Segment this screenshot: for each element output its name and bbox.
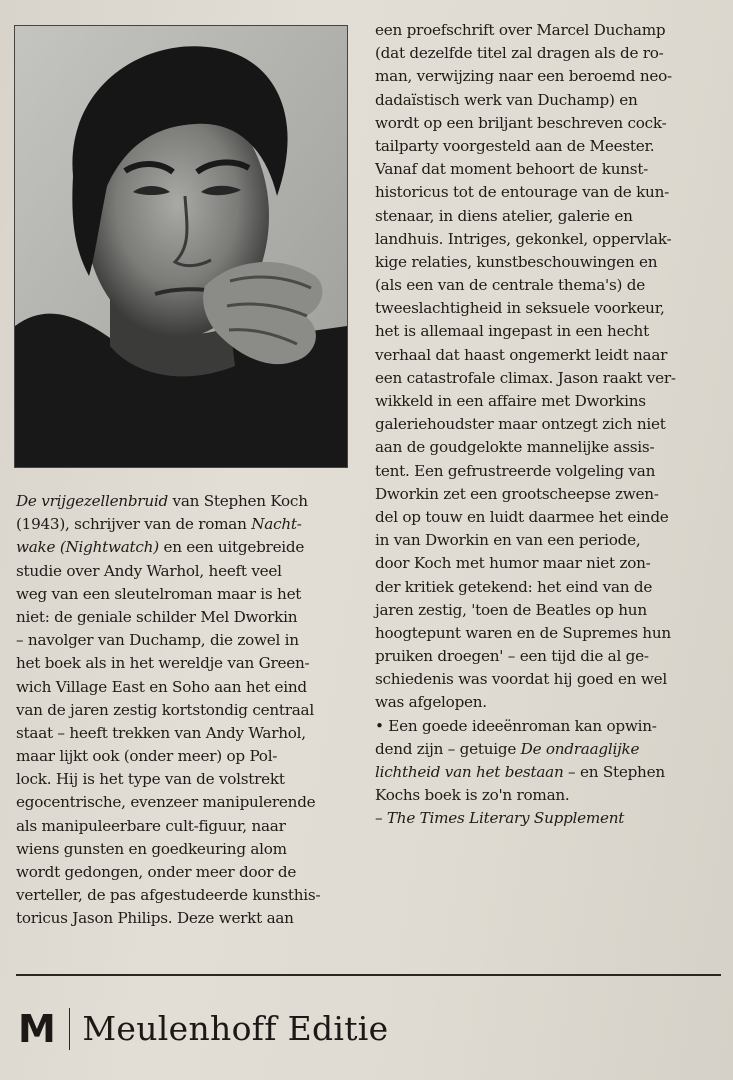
text-line: verhaal dat haast ongemerkt leidt naar	[375, 345, 668, 364]
text-line: maar lijkt ook (onder meer) op Pol-	[16, 747, 278, 766]
logo-separator	[69, 1008, 71, 1050]
author-photo	[14, 25, 348, 468]
text-line: jaren zestig, 'toen de Beatles op hun	[375, 600, 647, 619]
text-line: door Koch met humor maar niet zon-	[375, 554, 651, 573]
text-line: del op touw en luidt daarmee het einde	[375, 507, 669, 526]
text-line: niet: de geniale schilder Mel Dworkin	[16, 607, 298, 626]
text-line: tweeslachtigheid in seksuele voorkeur,	[375, 299, 665, 318]
author-portrait-illustration	[15, 26, 347, 467]
text-line: tent. Een gefrustreerde volgeling van	[375, 461, 656, 480]
text-line: van de jaren zestig kortstondig centraal	[16, 700, 314, 719]
blurb-left-column	[16, 490, 361, 931]
text-line: (als een van de centrale thema's) de	[375, 276, 645, 295]
text-line: Dworkin zet een grootscheepse zwen-	[375, 484, 659, 503]
text-line: wake (Nightwatch) en een uitgebreide	[16, 538, 305, 557]
text-line: (1943), schrijver van de roman Nacht-	[16, 515, 302, 534]
text-line: een proefschrift over Marcel Duchamp	[375, 21, 666, 39]
text-line: (dat dezelfde titel zal dragen als de ro-	[375, 44, 664, 63]
text-line: wordt gedongen, onder meer door de	[16, 863, 297, 881]
text-line: een catastrofale climax. Jason raakt ver-	[375, 368, 676, 387]
text-line: schiedenis was voordat hij goed en wel	[375, 670, 667, 689]
review-quote-line: Kochs boek is zo'n roman.	[375, 786, 570, 805]
text-line: egocentrische, evenzeer manipulerende	[16, 793, 316, 812]
text-line: staat – heeft trekken van Andy Warhol,	[16, 723, 306, 742]
publisher-footer	[18, 1003, 389, 1055]
text-line: pruiken droegen' – een tijd die al ge-	[375, 647, 649, 666]
text-line: het boek als in het wereldje van Green-	[16, 654, 310, 673]
text-line: was afgelopen.	[375, 693, 487, 712]
review-source: – The Times Literary Supplement	[375, 809, 625, 828]
text-line: wiens gunsten en goedkeuring alom	[16, 839, 287, 858]
text-line: in van Dworkin en van een periode,	[375, 531, 641, 550]
text-line: als manipuleerbare cult-figuur, naar	[16, 816, 286, 835]
text-line: het is allemaal ingepast in een hecht	[375, 322, 649, 341]
review-quote-line: lichtheid van het bestaan – en Stephen	[375, 763, 665, 781]
text-line: wordt op een briljant beschreven cock-	[375, 113, 667, 132]
text-line: toricus Jason Philips. Deze werkt aan	[16, 909, 294, 928]
text-line: – navolger van Duchamp, die zowel in	[16, 631, 299, 650]
blurb-right-column	[375, 19, 725, 831]
text-line: tailparty voorgesteld aan de Meester.	[375, 136, 655, 155]
text-line: Vanaf dat moment behoort de kunst-	[375, 160, 649, 179]
publisher-logo: M	[18, 1007, 55, 1051]
text-line: kige relaties, kunstbeschouwingen en	[375, 252, 658, 271]
text-line: weg van een sleutelroman maar is het	[16, 584, 302, 603]
text-line: wikkeld in een affaire met Dworkins	[375, 392, 646, 410]
text-line: lock. Hij is het type van de volstrekt	[16, 770, 285, 789]
review-quote-line: • Een goede ideeënroman kan opwin-	[375, 716, 657, 735]
text-line: galeriehoudster maar ontzegt zich niet	[375, 415, 666, 434]
review-quote-line: dend zijn – getuige De ondraaglijke	[375, 739, 640, 758]
text-line: wich Village East en Soho aan het eind	[16, 677, 307, 696]
footer-divider	[16, 974, 721, 976]
text-line: aan de goudgelokte mannelijke assis-	[375, 438, 655, 457]
text-line: dadaïstisch werk van Duchamp) en	[375, 90, 638, 109]
text-line: landhuis. Intriges, gekonkel, oppervlak-	[375, 229, 672, 248]
text-line: hoogtepunt waren en de Supremes hun	[375, 623, 671, 642]
text-line: der kritiek getekend: het eind van de	[375, 577, 653, 596]
text-line: verteller, de pas afgestudeerde kunsthis-	[16, 886, 321, 905]
text-line: historicus tot de entourage van de kun-	[375, 183, 669, 202]
text-line: De vrijgezellenbruid van Stephen Koch	[16, 492, 308, 510]
publisher-edition-name: Meulenhoff Editie	[82, 1009, 389, 1048]
text-line: stenaar, in diens atelier, galerie en	[375, 206, 633, 225]
text-line: man, verwijzing naar een beroemd neo-	[375, 67, 672, 86]
text-line: studie over Andy Warhol, heeft veel	[16, 561, 282, 580]
